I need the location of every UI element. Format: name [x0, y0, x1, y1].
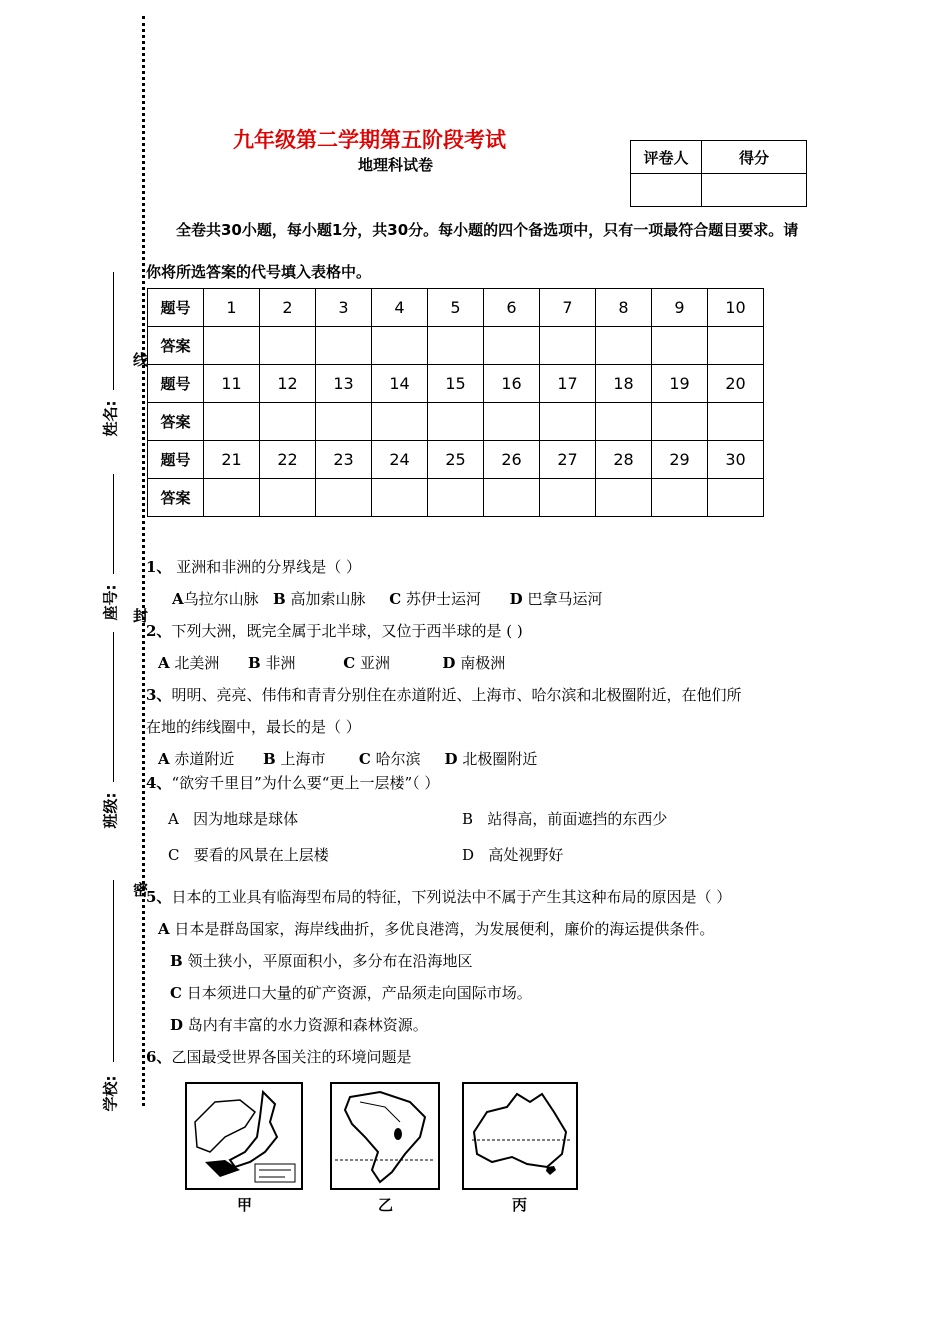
option-text[interactable]: 上海市: [280, 750, 326, 768]
number-row: [148, 365, 764, 403]
answer-cell[interactable]: [260, 327, 316, 365]
map-japan: [185, 1082, 303, 1214]
question-number-cell: 12: [260, 365, 316, 403]
answer-cell[interactable]: [428, 479, 484, 517]
number-label: 题号: [148, 441, 204, 479]
answer-cell[interactable]: [596, 327, 652, 365]
answer-cell[interactable]: [428, 327, 484, 365]
option-text: 日本是群岛国家，海岸线曲折，多优良港湾，为发展便利，廉价的海运提供条件。: [174, 920, 715, 938]
option-letter: B: [272, 590, 286, 608]
answer-cell[interactable]: [540, 403, 596, 441]
option-letter: A: [158, 654, 170, 672]
answer-cell[interactable]: [596, 479, 652, 517]
answer-cell[interactable]: [260, 403, 316, 441]
option-letter: A: [168, 810, 179, 828]
question-5: [146, 886, 731, 907]
question-number-cell: 1: [204, 289, 260, 327]
option-letter: C: [168, 846, 180, 864]
answer-cell[interactable]: [428, 403, 484, 441]
option-text[interactable]: 赤道附近: [174, 750, 235, 768]
question-text: “欲穷千里目”为什么要“更上一层楼”（ ）: [171, 774, 440, 792]
number-label: 题号: [148, 365, 204, 403]
option-5c[interactable]: [170, 982, 532, 1003]
question-number-cell: 22: [260, 441, 316, 479]
option-letter: C: [389, 590, 402, 608]
option-text[interactable]: 苏伊士运河: [406, 590, 482, 608]
option-5b[interactable]: [170, 950, 472, 971]
option-letter: B: [462, 810, 474, 828]
seat-label: 座号:: [101, 584, 120, 621]
option-text[interactable]: 哈尔滨: [375, 750, 421, 768]
option-text: 要看的风景在上层楼: [193, 846, 329, 864]
option-letter: C: [170, 984, 182, 1002]
australia-map-icon: [462, 1082, 578, 1190]
question-1-options: [172, 588, 602, 609]
question-number: 2、: [146, 622, 172, 640]
question-number-cell: 13: [316, 365, 372, 403]
option-letter: B: [263, 750, 276, 768]
class-fill-line: [113, 632, 114, 782]
grader-cell[interactable]: [631, 174, 702, 207]
answer-row: [148, 479, 764, 517]
answer-cell[interactable]: [708, 327, 764, 365]
answer-cell[interactable]: [316, 327, 372, 365]
question-number-cell: 8: [596, 289, 652, 327]
answer-row: [148, 327, 764, 365]
question-number: 3、: [146, 686, 172, 704]
map-label: 丙: [512, 1196, 528, 1214]
answer-cell[interactable]: [652, 403, 708, 441]
question-number: 6、: [146, 1048, 172, 1066]
answer-cell[interactable]: [372, 327, 428, 365]
option-letter: D: [444, 750, 458, 768]
binding-dotted-line: [142, 16, 145, 1106]
instructions: 全卷共30小题，每小题1分，共30分。每小题的四个备选项中，只有一项最符合题目要求。请你将所选答案的代号填入表格中。: [146, 221, 799, 281]
question-number: 4、: [146, 774, 172, 792]
option-letter: D: [509, 590, 523, 608]
map-brazil: [330, 1082, 440, 1214]
question-number-cell: 6: [484, 289, 540, 327]
option-4d[interactable]: [462, 844, 563, 865]
school-label: 学校:: [101, 1075, 120, 1112]
question-number-cell: 30: [708, 441, 764, 479]
answer-label: 答案: [148, 479, 204, 517]
question-number-cell: 5: [428, 289, 484, 327]
map-australia: [462, 1082, 578, 1214]
seat-fill-line: [113, 474, 114, 574]
class-label: 班级:: [101, 792, 120, 829]
option-4a[interactable]: [168, 808, 298, 829]
option-text[interactable]: 北美洲: [174, 654, 220, 672]
answer-cell[interactable]: [204, 403, 260, 441]
question-number-cell: 19: [652, 365, 708, 403]
map-label: 乙: [378, 1196, 394, 1214]
question-number-cell: 18: [596, 365, 652, 403]
score-label: 得分: [702, 141, 807, 174]
answer-row: [148, 403, 764, 441]
question-text: 亚洲和非洲的分界线是（ ）: [176, 558, 361, 576]
question-number-cell: 2: [260, 289, 316, 327]
answer-cell[interactable]: [372, 479, 428, 517]
question-number-cell: 9: [652, 289, 708, 327]
question-4: [146, 772, 439, 793]
japan-map-icon: [185, 1082, 303, 1190]
question-text: 下列大洲，既完全属于北半球，又位于西半球的是 ( ): [171, 622, 523, 640]
question-number-cell: 7: [540, 289, 596, 327]
option-letter: C: [343, 654, 356, 672]
option-5d[interactable]: [170, 1014, 428, 1035]
answer-cell[interactable]: [484, 479, 540, 517]
question-2-options: [158, 652, 505, 673]
question-text: 乙国最受世界各国关注的环境问题是: [171, 1048, 412, 1066]
school-fill-line: [113, 880, 114, 1062]
answer-cell[interactable]: [484, 403, 540, 441]
question-number-cell: 28: [596, 441, 652, 479]
question-2: [146, 620, 523, 641]
option-text[interactable]: 非洲: [265, 654, 296, 672]
option-letter: B: [248, 654, 261, 672]
option-letter: A: [172, 590, 184, 608]
score-table: [630, 140, 807, 207]
option-text: 日本须进口大量的矿产资源，产品须走向国际市场。: [186, 984, 532, 1002]
seal-char-mi: 密: [133, 881, 149, 899]
question-text: 日本的工业具有临海型布局的特征，下列说法中不属于产生其这种布局的原因是（ ）: [171, 888, 732, 906]
option-4b[interactable]: [462, 808, 667, 829]
answer-cell[interactable]: [484, 327, 540, 365]
option-text[interactable]: 乌拉尔山脉: [183, 590, 259, 608]
question-number-cell: 29: [652, 441, 708, 479]
exam-title: 九年级第二学期第五阶段考试: [233, 128, 506, 152]
answer-cell[interactable]: [316, 403, 372, 441]
number-row: [148, 289, 764, 327]
answer-cell[interactable]: [316, 479, 372, 517]
question-1: [146, 556, 361, 577]
answer-cell[interactable]: [204, 327, 260, 365]
option-letter: C: [358, 750, 371, 768]
question-3-cont: 在地的纬线圈中，最长的是（ ）: [146, 718, 361, 736]
answer-cell[interactable]: [260, 479, 316, 517]
option-text: 领土狭小，平原面积小，多分布在沿海地区: [187, 952, 473, 970]
name-label: 姓名:: [101, 400, 120, 437]
option-text: 高处视野好: [488, 846, 564, 864]
option-letter: D: [170, 1016, 184, 1034]
answer-cell[interactable]: [204, 479, 260, 517]
answer-cell[interactable]: [596, 403, 652, 441]
question-number-cell: 17: [540, 365, 596, 403]
answer-cell[interactable]: [540, 327, 596, 365]
option-5a[interactable]: [158, 918, 714, 939]
option-text[interactable]: 北极圈附近: [462, 750, 538, 768]
answer-cell[interactable]: [652, 479, 708, 517]
question-number-cell: 25: [428, 441, 484, 479]
option-text: 站得高，前面遮挡的东西少: [487, 810, 668, 828]
number-row: [148, 441, 764, 479]
seal-char-feng: 封: [133, 607, 149, 625]
exam-subtitle: 地理科试卷: [358, 156, 434, 174]
question-number-cell: 16: [484, 365, 540, 403]
question-number-cell: 26: [484, 441, 540, 479]
answer-label: 答案: [148, 403, 204, 441]
question-number-cell: 23: [316, 441, 372, 479]
option-text: 因为地球是球体: [193, 810, 299, 828]
seal-char-xian: 线: [133, 351, 149, 369]
brazil-map-icon: [330, 1082, 440, 1190]
question-number-cell: 3: [316, 289, 372, 327]
option-text[interactable]: 高加索山脉: [290, 590, 366, 608]
option-letter: A: [158, 920, 170, 938]
answer-label: 答案: [148, 327, 204, 365]
option-letter: A: [158, 750, 170, 768]
answer-table: [147, 288, 764, 517]
question-number-cell: 21: [204, 441, 260, 479]
name-fill-line: [113, 272, 114, 390]
question-number-cell: 14: [372, 365, 428, 403]
question-number-cell: 27: [540, 441, 596, 479]
answer-cell[interactable]: [652, 327, 708, 365]
option-text[interactable]: 巴拿马运河: [527, 590, 603, 608]
option-letter: B: [170, 952, 183, 970]
number-label: 题号: [148, 289, 204, 327]
question-3: [146, 684, 741, 705]
question-number: 1、: [146, 558, 172, 576]
answer-cell[interactable]: [708, 479, 764, 517]
question-number-cell: 15: [428, 365, 484, 403]
map-label: 甲: [237, 1196, 253, 1214]
answer-cell[interactable]: [708, 403, 764, 441]
question-number-cell: 10: [708, 289, 764, 327]
option-text[interactable]: 南极洲: [460, 654, 506, 672]
option-4c[interactable]: [168, 844, 329, 865]
option-text[interactable]: 亚洲: [359, 654, 390, 672]
option-text: 岛内有丰富的水力资源和森林资源。: [187, 1016, 428, 1034]
question-number-cell: 20: [708, 365, 764, 403]
question-3-options: [158, 748, 537, 769]
option-letter: D: [462, 846, 475, 864]
score-cell[interactable]: [702, 174, 807, 207]
option-letter: D: [442, 654, 456, 672]
grader-label: 评卷人: [631, 141, 702, 174]
answer-cell[interactable]: [540, 479, 596, 517]
answer-cell[interactable]: [372, 403, 428, 441]
question-number-cell: 4: [372, 289, 428, 327]
question-number: 5、: [146, 888, 172, 906]
question-number-cell: 24: [372, 441, 428, 479]
question-6: [146, 1046, 411, 1067]
question-text: 明明、亮亮、伟伟和青青分别住在赤道附近、上海市、哈尔滨和北极圈附近，在他们所: [171, 686, 742, 704]
question-number-cell: 11: [204, 365, 260, 403]
